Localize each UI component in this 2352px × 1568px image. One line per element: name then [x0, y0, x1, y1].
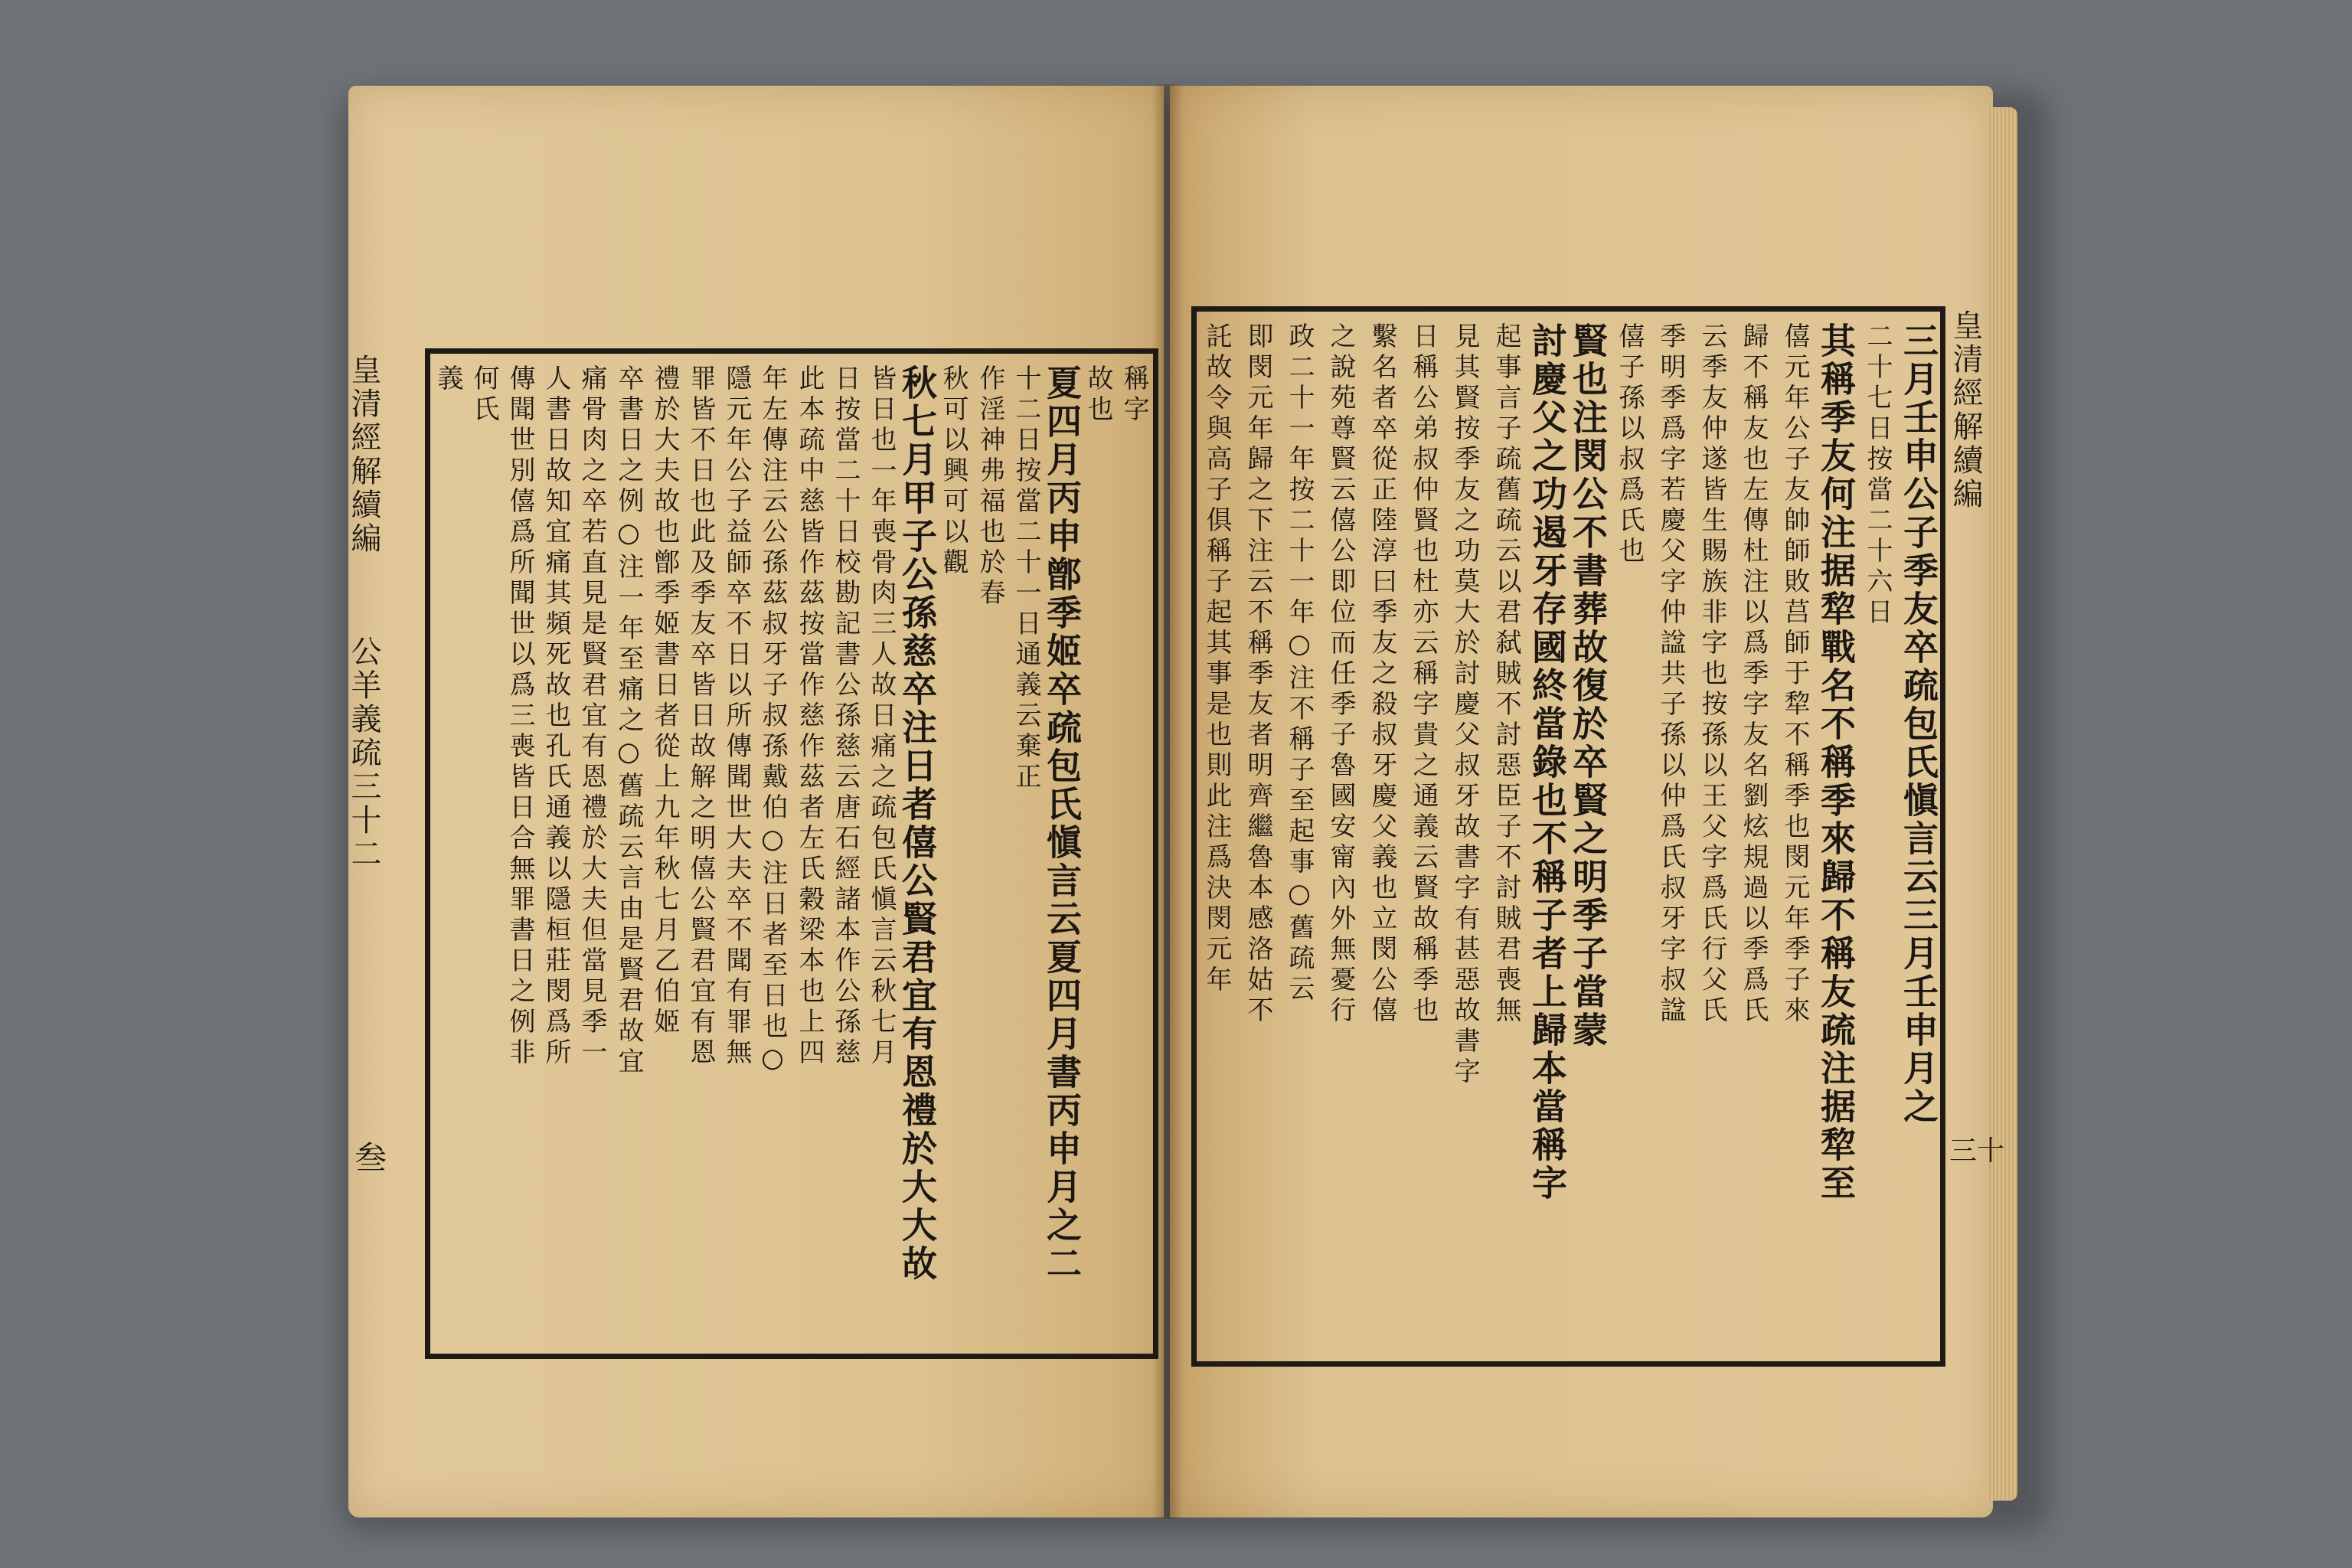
left-page-column: 十二日按當二十一日通義云棄正 [1011, 364, 1041, 793]
page-edges [1987, 107, 2017, 1501]
right-running-head: 皇清經解續編 [1948, 309, 1983, 511]
right-page-column: 僖子孫以叔爲氏也 [1614, 322, 1645, 567]
left-text-frame [425, 348, 1158, 1359]
left-page-column: 秋可以興可以觀 [938, 364, 969, 579]
left-page-column: 卒書日之例○注一年至痛之○舊疏云言由是賢君故宜 [613, 364, 644, 1078]
left-page-column: 何氏 [469, 364, 499, 426]
right-page-column: 託故令與高子俱稱子起其事是也則此注爲決閔元年 [1201, 322, 1232, 996]
left-page-column: 皆日也一年喪骨肉三人故日痛之疏包氏愼言云秋七月 [866, 364, 897, 1069]
right-page-column: 賢也注閔公不書葬故復於卒賢之明季子當蒙 [1567, 322, 1609, 1050]
left-section-title: 公羊義疏三十二 [346, 635, 381, 871]
right-page-column: 其稱季友何注据犂戰名不稱季來歸不稱友疏注据犂至 [1815, 322, 1857, 1203]
left-folio: 叁 [354, 1139, 387, 1177]
right-page-column: 二十七日按當二十六日 [1862, 322, 1893, 629]
left-page-column: 夏四月丙申鄫季姬卒疏包氏愼言云夏四月書丙申月之二 [1041, 364, 1083, 1283]
left-page-column: 隱元年公子益師卒不日以所傳聞世大夫卒不聞有罪無 [721, 364, 752, 1069]
right-page-column: 之說苑尊賢云僖公即位而任季子魯國安甯內外無憂行 [1325, 322, 1356, 1027]
left-page-column: 禮於大夫故也鄫季姬書日者從上九年秋七月乙伯姬 [649, 364, 680, 1038]
right-page-column: 僖元年公子友帥師敗莒師于犂不稱季也閔元年季子來 [1779, 322, 1810, 1027]
right-page-column: 起事言子疏舊疏云以君弑賊不討惡臣子不討賊君喪無 [1491, 322, 1521, 1027]
right-page-column: 討慶父之功遏牙存國終當錄也不稱子者上歸本當稱字 [1527, 322, 1568, 1203]
right-page-column: 即閔元年歸之下注云不稱季友者明齊繼魯本感洛姑不 [1243, 322, 1273, 1027]
right-page-column: 三月壬申公子季友卒疏包氏愼言云三月壬申月之 [1898, 322, 1939, 1126]
left-page-column: 稱字 [1119, 364, 1149, 426]
left-page-column: 日按當二十日校勘記書公孫慈云唐石經諸本作公孫慈 [830, 364, 861, 1069]
left-page-column: 人書日故知宜痛其頻死故也孔氏通義以隱桓莊閔爲所 [541, 364, 571, 1069]
left-page-column: 作淫神弗福也於春 [975, 364, 1005, 609]
right-page-column: 云季友仲遂皆生賜族非字也按孫以王父字爲氏行父氏 [1697, 322, 1727, 1027]
left-running-head: 皇清經解續編 [346, 354, 381, 556]
right-page-column: 季明季爲字若慶父字仲諡共子孫以仲爲氏叔牙字叔諡 [1655, 322, 1686, 1027]
left-page-column: 此本疏中慈皆作茲按當作慈作茲者左氏穀梁本也上四 [794, 364, 825, 1069]
right-page-column: 歸不稱友也左傳杜注以爲季字友名劉炫規過以季爲氏 [1738, 322, 1769, 1027]
right-page-column: 繫名者卒從正陸淳曰季友之殺叔牙慶父義也立閔公僖 [1367, 322, 1397, 1027]
right-page-column: 政二十一年按二十一年○注不稱子至起事○舊疏云 [1284, 322, 1315, 1005]
left-page-column: 罪皆不日也此及季友卒皆日故解之明僖公賢君宜有恩 [685, 364, 716, 1069]
left-page-column: 痛骨肉之卒若直見是賢君宜有恩禮於大夫但當見季一 [577, 364, 607, 1069]
left-page-column: 秋七月甲子公孫慈卒注日者僖公賢君宜有恩禮於大大故 [897, 364, 938, 1283]
right-page-column: 日稱公弟叔仲賢也杜亦云稱字貴之通義云賢故稱季也 [1408, 322, 1439, 1027]
left-page-column: 故也 [1083, 364, 1113, 426]
right-page-column: 見其賢按季友之功莫大於討慶父叔牙故書字有甚惡故書字 [1449, 322, 1480, 1088]
right-folio: 三十 [1949, 1135, 2005, 1167]
left-page-column: 年左傳注云公孫茲叔牙子叔孫戴伯○注日者至日也○ [757, 364, 788, 1078]
left-page-column: 義 [433, 364, 463, 395]
right-text-frame [1191, 306, 1945, 1367]
left-page-column: 傳聞世別僖爲所聞世以爲三喪皆日合無罪書日之例非 [505, 364, 535, 1069]
